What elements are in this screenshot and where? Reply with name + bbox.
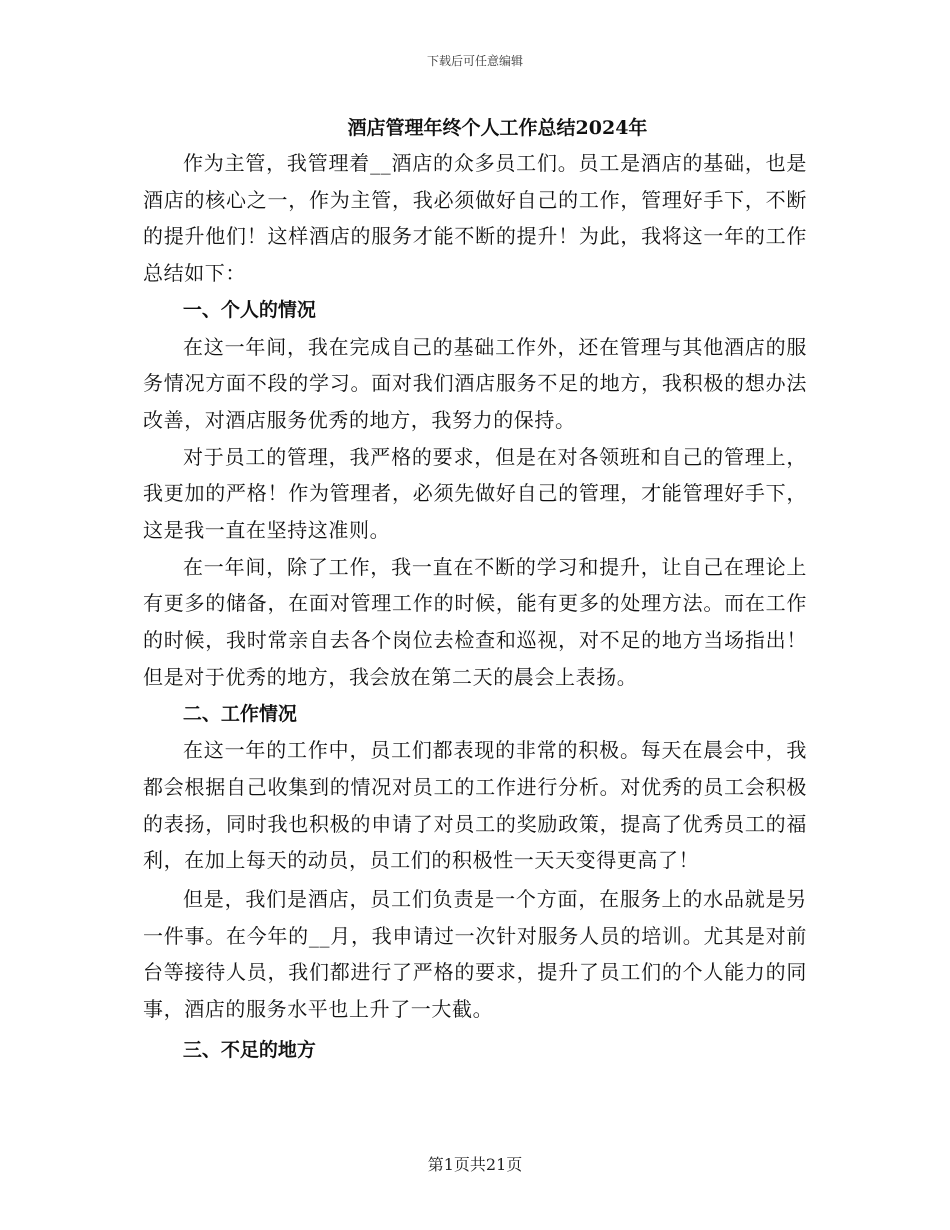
- paragraph-personal-1: 在这一年间，我在完成自己的基础工作外，还在管理与其他酒店的服务情况方面不段的学习。面对我们酒店服务不足的地方，我积极的想办法改善，对酒店服务优秀的地方，我努力的保持。: [143, 334, 807, 432]
- section-heading-work: 二、工作情况: [182, 702, 297, 725]
- section-heading-shortcomings: 三、不足的地方: [182, 1038, 316, 1061]
- document-body: [143, 145, 807, 1069]
- paragraph-work-1: 在这一年的工作中，员工们都表现的非常的积极。每天在晨会中，我都会根据自己收集到的情况对员工的工作进行分析。对优秀的员工会积极的表扬，同时我也积极的申请了对员工的奖励政策，提高了优秀员工的福利，在加上每天的动员，员工们的积极性一天天变得更高了！: [143, 738, 807, 873]
- document-title: 酒店管理年终个人工作总结2024年: [347, 117, 648, 139]
- section-heading-personal: 一、个人的情况: [182, 298, 316, 321]
- paragraph-personal-3: 在一年间，除了工作，我一直在不断的学习和提升，让自己在理论上有更多的储备，在面对管理工作的时候，能有更多的处理方法。而在工作的时候，我时常亲自去各个岗位去检查和巡视，对不足的地方当场指出！但是对于优秀的地方，我会放在第二天的晨会上表扬。: [143, 554, 807, 689]
- header-note: 下载后可任意编辑: [426, 54, 523, 68]
- paragraph-work-2: 但是，我们是酒店，员工们负责是一个方面，在服务上的水品就是另一件事。在今年的__月，我申请过一次针对服务人员的培训。尤其是对前台等接待人员，我们都进行了严格的要求，提升了员工们的个人能力的同事，酒店的服务水平也上升了一大截。: [143, 887, 807, 1022]
- paragraph-personal-2: 对于员工的管理，我严格的要求，但是在对各领班和自己的管理上，我更加的严格！作为管理者，必须先做好自己的管理，才能管理好手下，这是我一直在坚持这准则。: [143, 444, 807, 543]
- page-indicator: 第1页共21页: [427, 1155, 523, 1174]
- paragraph-intro: 作为主管，我管理着__酒店的众多员工们。员工是酒店的基础，也是酒店的核心之一，作为主管，我必须做好自己的工作，管理好手下，不断的提升他们！这样酒店的服务才能不断的提升！为此，我将这一年的工作总结如下：: [143, 151, 807, 286]
